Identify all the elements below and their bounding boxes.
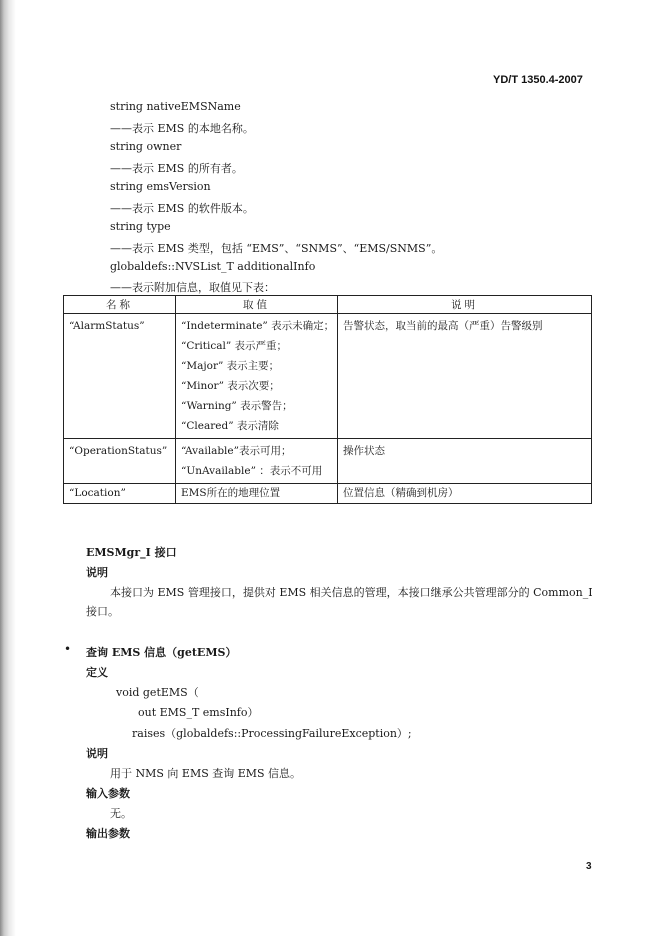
page-number: 3 (586, 861, 592, 872)
field-line: globaldefs::NVSList_T additionalInfo (110, 260, 316, 273)
table-cell-name: “AlarmStatus” (64, 314, 176, 439)
table-cell-description: 位置信息（精确到机房） (338, 484, 592, 504)
method-desc-label: 说明 (86, 747, 108, 760)
additional-info-table (63, 295, 592, 504)
table-row (64, 484, 592, 504)
table-cell-name: “OperationStatus” (64, 439, 176, 484)
interface-desc-text-cont: 接口。 (86, 605, 119, 618)
field-line: string emsVersion (110, 180, 211, 193)
table-row (64, 439, 592, 484)
field-line: string nativeEMSName (110, 100, 241, 113)
table-cell-values: EMS所在的地理位置 (176, 484, 338, 504)
field-desc-line: ——表示 EMS 的本地名称。 (110, 122, 254, 135)
field-desc-line: ——表示 EMS 的软件版本。 (110, 202, 254, 215)
interface-desc-label: 说明 (86, 566, 108, 579)
field-line: string type (110, 220, 171, 233)
table-cell-values (176, 439, 338, 484)
value-line: “Minor” 表示次要； (181, 380, 280, 392)
method-desc-text: 用于 NMS 向 EMS 查询 EMS 信息。 (110, 767, 302, 780)
value-line: “Warning” 表示警告； (181, 400, 293, 412)
value-line: “UnAvailable” ：表示不可用 (181, 465, 323, 477)
value-line: “Critical” 表示严重； (181, 340, 288, 352)
document-code: YD/T 1350.4-2007 (493, 74, 583, 86)
method-title: 查询 EMS 信息（getEMS） (86, 646, 237, 659)
table-cell-name: “Location” (64, 484, 176, 504)
field-desc-line: ——表示 EMS 类型，包括 “EMS”、“SNMS”、“EMS/SNMS”。 (110, 242, 443, 255)
table-cell-values (176, 314, 338, 439)
value-line: “Available”表示可用； (181, 445, 292, 457)
column-header-name: 名称 (64, 296, 176, 314)
table-cell-description: 操作状态 (338, 439, 592, 484)
field-desc-line: ——表示附加信息，取值见下表： (110, 281, 275, 294)
interface-desc-text: 本接口为 EMS 管理接口，提供对 EMS 相关信息的管理，本接口继承公共管理部分的 Common_I (110, 586, 593, 599)
table-row (64, 314, 592, 439)
code-line: void getEMS（ (116, 686, 199, 699)
output-params-label: 输出参数 (86, 827, 130, 840)
field-line: string owner (110, 140, 182, 153)
table-cell-description: 告警状态，取当前的最高（严重）告警级别 (338, 314, 592, 439)
column-header-value: 取值 (176, 296, 338, 314)
value-line: “Major” 表示主要； (181, 360, 280, 372)
input-params-text: 无。 (110, 807, 132, 820)
input-params-label: 输入参数 (86, 787, 130, 800)
table-header-row (64, 296, 592, 314)
interface-title: EMSMgr_I 接口 (86, 546, 177, 559)
value-line: “Indeterminate” 表示未确定； (181, 320, 335, 332)
code-line: raises（globaldefs::ProcessingFailureException）; (132, 727, 412, 740)
value-line: “Cleared” 表示清除 (181, 420, 279, 432)
column-header-description: 说明 (338, 296, 592, 314)
scan-spine-shadow (0, 0, 16, 936)
bullet-icon: • (64, 642, 72, 656)
definition-label: 定义 (86, 666, 108, 679)
code-line: out EMS_T emsInfo） (138, 706, 259, 719)
field-desc-line: ——表示 EMS 的所有者。 (110, 162, 243, 175)
